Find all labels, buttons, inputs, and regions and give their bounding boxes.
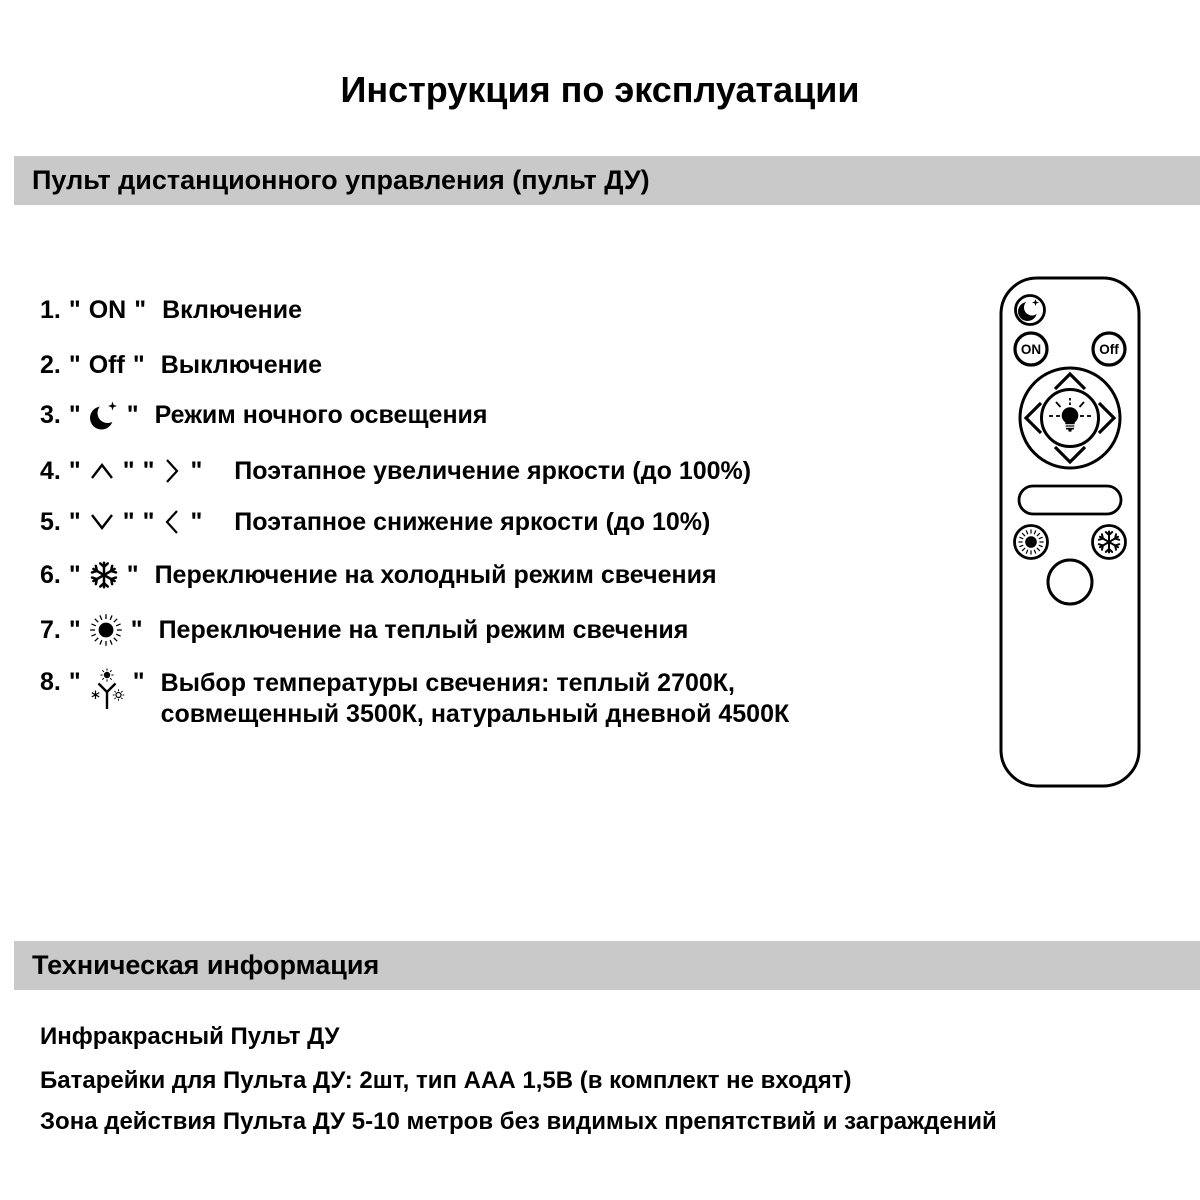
quote-mark: " bbox=[142, 456, 155, 485]
on-button-label: ON bbox=[1020, 342, 1042, 357]
off-button bbox=[1093, 333, 1125, 365]
quote-mark: " bbox=[126, 560, 139, 589]
list-item-on bbox=[40, 290, 302, 330]
quote-mark: " bbox=[130, 615, 143, 644]
quote-mark: " bbox=[126, 400, 139, 429]
tech-line-batteries: Батарейки для Пульта ДУ: 2шт, тип ААА 1,5В (в комплект не входят) bbox=[40, 1067, 852, 1094]
quote-mark: " bbox=[68, 668, 81, 696]
quote-mark: " bbox=[142, 507, 155, 536]
item-label-line2: совмещенный 3500К, натуральный дневной 4500К bbox=[160, 700, 790, 728]
list-item-off bbox=[40, 345, 322, 385]
item-label: Переключение на холодный режим свечения bbox=[154, 560, 717, 589]
remote-control-graphic bbox=[999, 276, 1141, 788]
item-label-line1: Выбор температуры свечения: теплый 2700К, bbox=[160, 669, 735, 697]
chevron-down-icon bbox=[89, 510, 115, 534]
section-band-tech bbox=[14, 941, 1200, 990]
section-header-tech: Техническая информация bbox=[32, 950, 380, 980]
warm-mode-button bbox=[1015, 526, 1048, 559]
quote-mark: " bbox=[68, 400, 81, 429]
cold-mode-button bbox=[1093, 526, 1126, 559]
quote-mark: " bbox=[68, 350, 81, 379]
item-label: Выключение bbox=[160, 350, 322, 379]
quote-mark: " bbox=[132, 350, 145, 379]
item-number: 8. bbox=[40, 668, 61, 696]
off-button-label: Off bbox=[1099, 342, 1119, 357]
moon-star-icon bbox=[89, 398, 119, 432]
tech-line-range: Зона действия Пульта ДУ 5-10 метров без видимых препятствий и заграждений bbox=[40, 1108, 997, 1135]
section-band-remote bbox=[14, 156, 1200, 205]
list-item-brightness-up bbox=[40, 451, 751, 491]
quote-mark: " bbox=[190, 456, 203, 485]
item-label: Переключение на теплый режим свечения bbox=[158, 615, 689, 644]
chevron-right-icon bbox=[162, 456, 182, 486]
list-item-brightness-down bbox=[40, 502, 710, 542]
quote-mark: " bbox=[134, 295, 147, 324]
list-item-warm-mode bbox=[40, 610, 688, 650]
night-mode-button bbox=[1016, 296, 1045, 325]
quote-mark: " bbox=[68, 456, 81, 485]
quote-mark: " bbox=[68, 295, 81, 324]
on-button bbox=[1015, 333, 1047, 365]
sun-icon bbox=[89, 613, 123, 647]
list-item-night-mode bbox=[40, 395, 488, 435]
section-header-remote: Пульт дистанционного управления (пульт ДУ) bbox=[32, 165, 650, 195]
quote-mark: " bbox=[190, 507, 203, 536]
item-label: Поэтапное снижение яркости (до 10%) bbox=[234, 507, 711, 536]
item-label: Режим ночного освещения bbox=[154, 400, 488, 429]
quote-mark: " bbox=[68, 615, 81, 644]
item-number: 7. bbox=[40, 615, 61, 644]
item-label bbox=[161, 668, 790, 730]
chevron-left-icon bbox=[162, 507, 182, 537]
quote-mark: " bbox=[68, 560, 81, 589]
item-number: 2. bbox=[40, 350, 61, 379]
pill-button bbox=[1019, 486, 1121, 514]
quote-mark: " bbox=[132, 668, 145, 696]
item-label: Включение bbox=[162, 295, 303, 324]
item-number: 4. bbox=[40, 456, 61, 485]
quote-mark: " bbox=[122, 507, 135, 536]
page-title: Инструкция по эксплуатации bbox=[340, 69, 860, 110]
tech-line-ir: Инфракрасный Пульт ДУ bbox=[40, 1023, 340, 1050]
snowflake-icon bbox=[89, 560, 119, 590]
list-item-temperature-select bbox=[40, 668, 789, 730]
button-name: ON bbox=[88, 295, 127, 324]
item-number: 3. bbox=[40, 400, 61, 429]
item-number: 5. bbox=[40, 507, 61, 536]
item-number: 1. bbox=[40, 295, 61, 324]
quote-mark: " bbox=[122, 456, 135, 485]
item-label: Поэтапное увеличение яркости (до 100%) bbox=[234, 456, 752, 485]
temperature-select-icon bbox=[89, 668, 125, 712]
quote-mark: " bbox=[68, 507, 81, 536]
chevron-up-icon bbox=[89, 459, 115, 483]
button-name: Off bbox=[88, 350, 125, 379]
list-item-cold-mode bbox=[40, 555, 717, 595]
brightness-pad bbox=[1020, 368, 1120, 468]
round-button bbox=[1048, 560, 1092, 604]
item-number: 6. bbox=[40, 560, 61, 589]
